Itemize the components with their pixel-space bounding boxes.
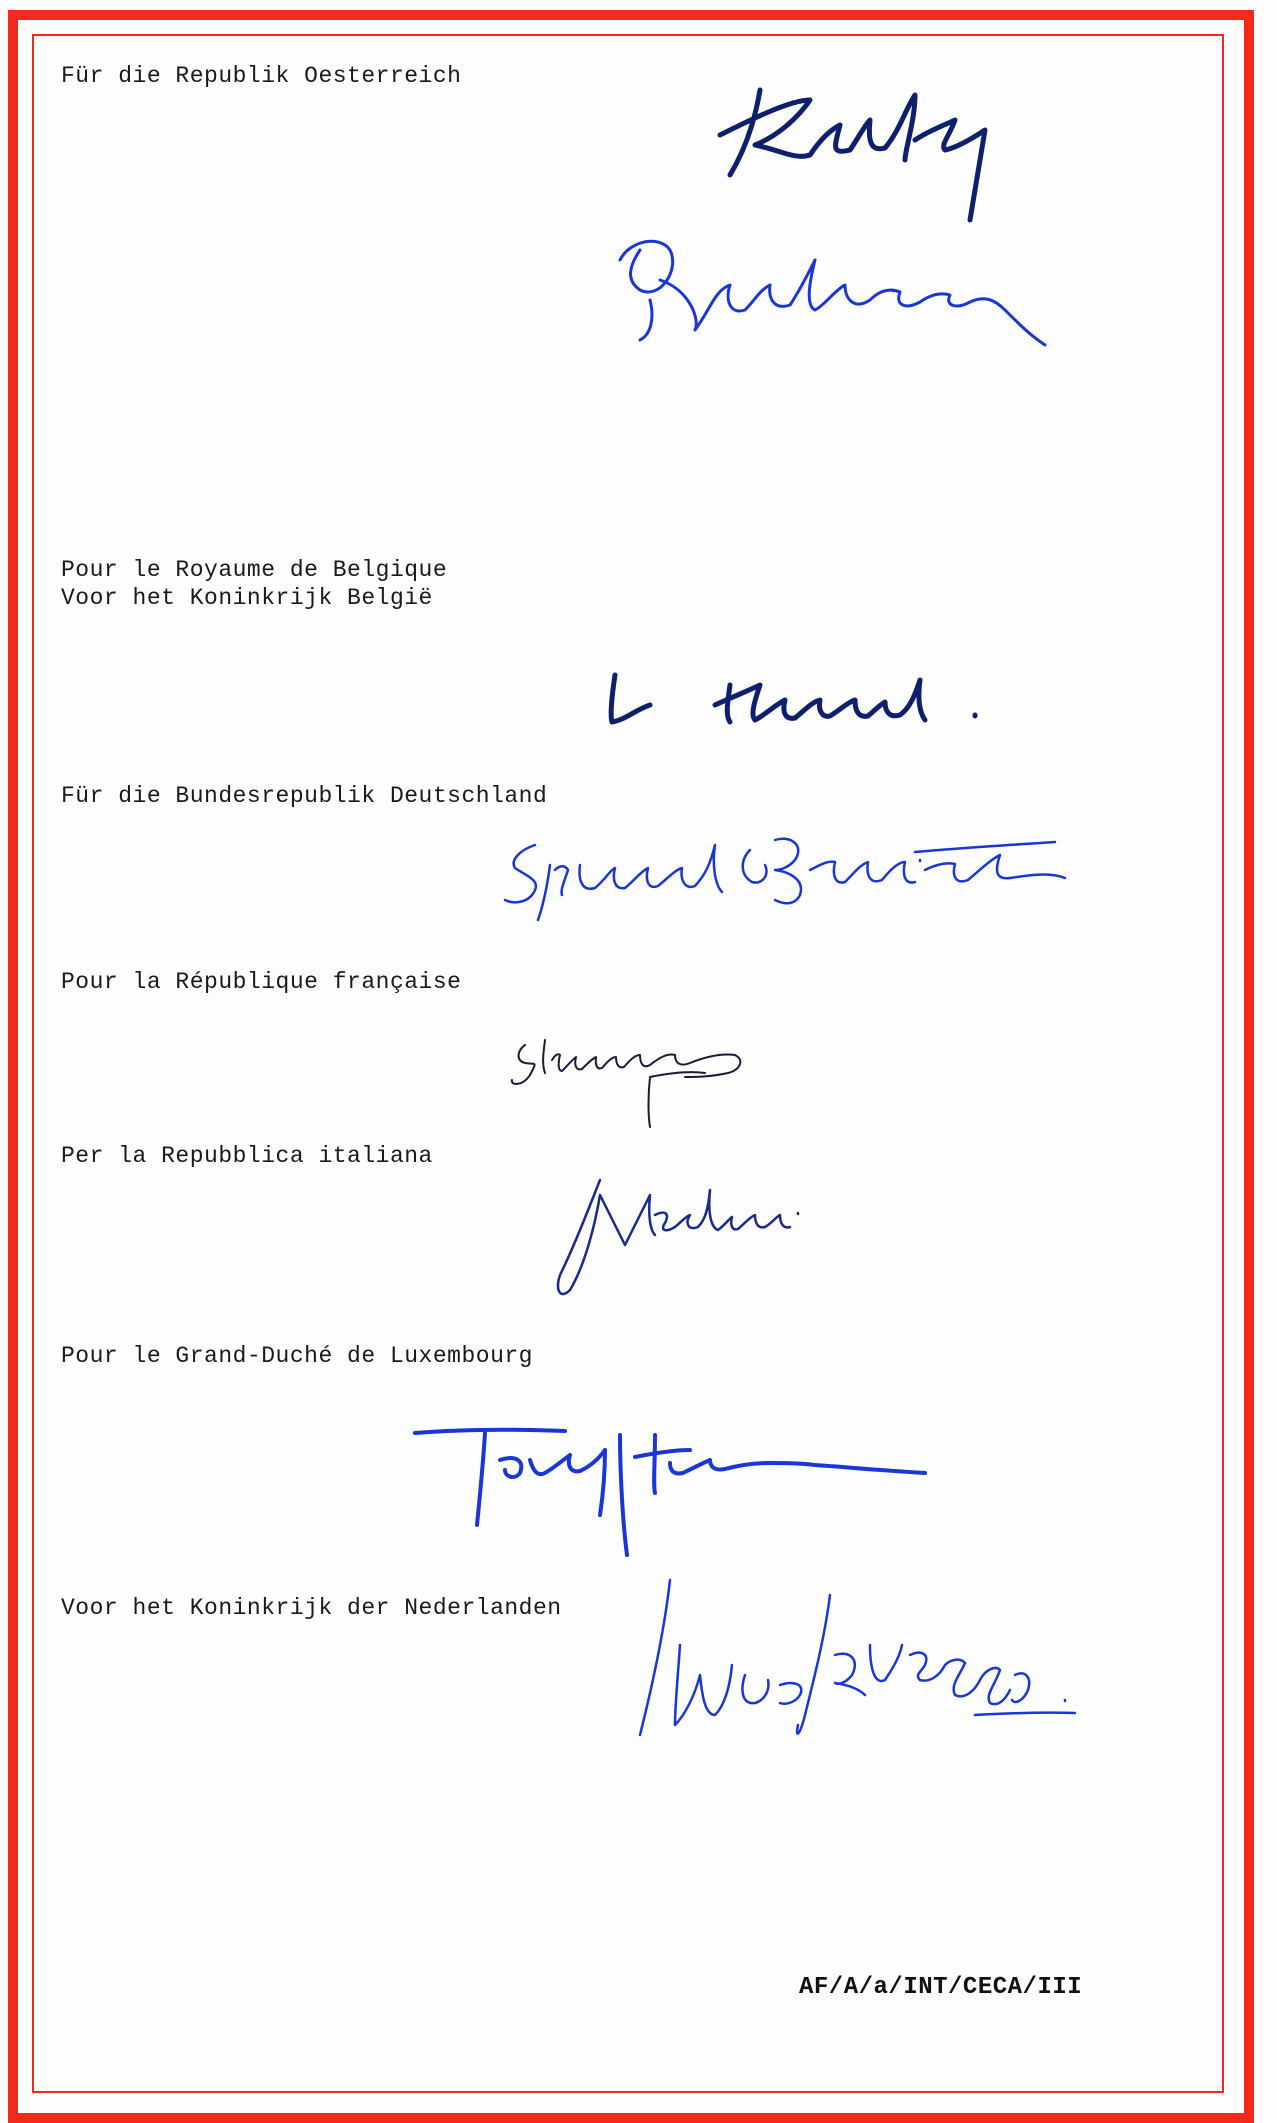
signature-germany: [490, 820, 1150, 930]
label-italy: Per la Repubblica italiana: [61, 1143, 433, 1169]
label-luxembourg: Pour le Grand-Duché de Luxembourg: [61, 1343, 533, 1369]
signature-austria-2: [600, 210, 1070, 380]
signature-france: [500, 1005, 780, 1135]
label-belgium-nl: Voor het Koninkrijk België: [61, 585, 433, 611]
signature-luxembourg: [405, 1415, 945, 1575]
label-belgium-fr: Pour le Royaume de Belgique: [61, 557, 448, 583]
signature-belgium: [590, 660, 1080, 740]
label-germany: Für die Bundesrepublik Deutschland: [61, 783, 548, 809]
signature-italy: [540, 1165, 840, 1315]
signature-netherlands: [620, 1565, 1160, 1785]
document-reference: AF/A/a/INT/CECA/III: [799, 1974, 1083, 2001]
label-netherlands: Voor het Koninkrijk der Nederlanden: [61, 1595, 562, 1621]
label-austria: Für die Republik Oesterreich: [61, 63, 462, 89]
label-france: Pour la République française: [61, 969, 462, 995]
signature-austria-1: [700, 60, 1080, 230]
